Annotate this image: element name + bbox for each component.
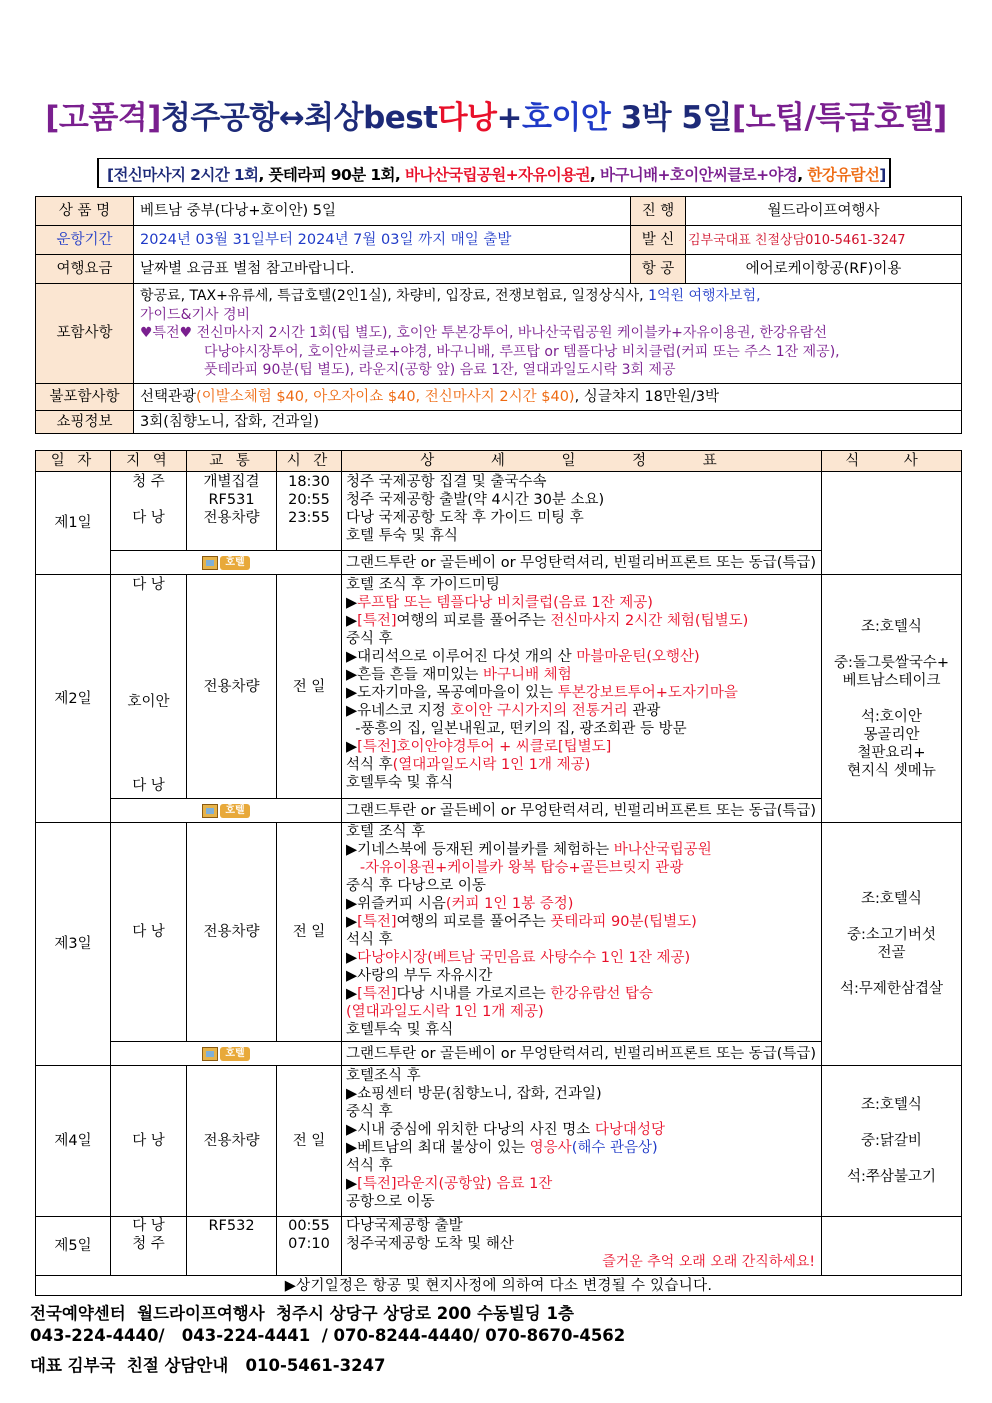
day4-meal-2: 중:닭갈비 xyxy=(861,1133,922,1149)
day3-coffee: ▶위즐커피 시음 xyxy=(346,896,446,912)
day3-detail xyxy=(342,823,822,1042)
day4-detail-2: ▶쇼핑센터 방문(침향노니, 잡화, 건과일) xyxy=(346,1086,602,1102)
special-line-1: 전신마사지 2시간 1회(팁 별도), 호이안 투본강투어, 바나산국립공원 케이블카+자유이용권, 한강유람선 xyxy=(192,325,827,342)
day4-detail-7 xyxy=(346,1175,817,1193)
day1-hotel-icon-cell xyxy=(111,551,342,575)
day2-meal-3: 베트남스테이크 xyxy=(842,672,941,689)
banner-massage: 전신마사지 2시간 1회 xyxy=(113,166,259,184)
day2-detail-11 xyxy=(346,756,817,774)
day2-detail-6 xyxy=(346,666,817,684)
day5-row xyxy=(36,1217,962,1276)
day1-detail xyxy=(342,472,822,551)
itinerary-header xyxy=(36,451,962,472)
day2-meal-1: 조:호텔식 xyxy=(861,618,922,635)
day4-detail-3: 중식 후 xyxy=(346,1104,393,1120)
product-value: 베트남 중부(다낭+호이안) 5일 xyxy=(134,197,631,226)
day5-region xyxy=(111,1217,187,1276)
itinerary-table xyxy=(35,450,962,1296)
day2-detail-8 xyxy=(346,702,817,720)
warning-row xyxy=(36,1276,962,1296)
day2-oldtown: 호이안 구시가지의 전통거리 xyxy=(450,703,628,719)
schedule-warning: ▶상기일정은 항공 및 현지사정에 의하여 다소 변경될 수 있습니다. xyxy=(36,1276,962,1296)
day1-time-1: 18:30 xyxy=(288,474,330,490)
day2-time: 전 일 xyxy=(277,575,342,799)
title-duration: 3박 5일 xyxy=(610,100,732,136)
day3-row xyxy=(36,823,962,1042)
day1-transport-3: 전용차량 xyxy=(203,510,260,526)
day1-row xyxy=(36,472,962,551)
day4-meal-1: 조:호텔식 xyxy=(861,1097,922,1113)
day2-detail-1: 호텔 조식 후 가이드미팅 xyxy=(346,577,500,593)
day3-detail-12: 호텔투숙 및 휴식 xyxy=(346,1022,454,1038)
day3-river-intro: 다낭 시내를 가로지르는 xyxy=(396,986,551,1002)
day1-detail-4: 호텔 투숙 및 휴식 xyxy=(346,528,458,544)
footer-address: 전국예약센터 월드라이프여행사 청주시 상당구 상당로 200 수동빌딩 1층 xyxy=(30,1304,574,1323)
day2-row xyxy=(36,575,962,799)
title-hoian: 호이안 xyxy=(521,100,611,136)
agency-value: 월드라이프여행사 xyxy=(686,197,962,226)
day1-label: 제1일 xyxy=(36,472,111,575)
day3-detail-2 xyxy=(346,841,817,859)
d7-bullet: ▶ xyxy=(346,1176,358,1192)
day4-label: 제4일 xyxy=(36,1066,111,1217)
fee-value: 날짜별 요금표 별첨 참고바랍니다. xyxy=(134,255,631,284)
hotel-icon xyxy=(200,1045,252,1063)
day3-cable-intro: ▶기네스북에 등재된 케이블카를 체험하는 xyxy=(346,842,614,858)
day3-time: 전 일 xyxy=(277,823,342,1042)
footer-phones: 043-224-4440/ 043-224-4441 / 070-8244-4440/ 070-8670-4562 xyxy=(30,1326,626,1345)
day3-detail-7: 석식 후 xyxy=(346,932,393,948)
depart-value: 김부국대표 친절상담010-5461-3247 xyxy=(686,226,962,255)
d8-bullet: ▶ xyxy=(346,950,358,966)
excluded-prefix: 선택관광 xyxy=(140,388,197,405)
day3-meal-3: 전골 xyxy=(877,945,906,961)
day2-region-1: 다 낭 xyxy=(132,577,165,593)
title-route: 청주공항↔최상best xyxy=(160,100,438,136)
hotel-icon-label: 호텔 xyxy=(220,1047,250,1061)
day5-label: 제5일 xyxy=(36,1217,111,1276)
day2-boat-intro: ▶도자기마을, 목공예마을이 있는 xyxy=(346,685,558,701)
day4-detail-1: 호텔조식 후 xyxy=(346,1068,421,1084)
footer-contact: 대표 김부국 친절 상담안내 010-5461-3247 xyxy=(30,1356,386,1375)
day3-meal xyxy=(822,823,962,1066)
title-plus: + xyxy=(496,100,522,136)
day3-transport: 전용차량 xyxy=(187,823,277,1042)
day1-detail-2: 청주 국제공항 출발(약 4시간 30분 소요) xyxy=(346,492,605,508)
day2-marble-note: (오행산) xyxy=(646,649,700,665)
d10b-bullet: ▶ xyxy=(346,986,358,1002)
day2-massage-note: (팁별도) xyxy=(694,613,749,629)
day5-detail xyxy=(342,1217,822,1276)
day3-meal-1: 조:호텔식 xyxy=(861,891,922,907)
day2-special-tag-2: [특전] xyxy=(357,739,397,755)
day1-transport-1: 개별집결 xyxy=(203,474,260,490)
col-transport: 교 통 xyxy=(187,451,277,472)
day4-detail-4 xyxy=(346,1121,817,1139)
day2-special-tag: [특전] xyxy=(357,613,397,629)
day1-region xyxy=(111,472,187,551)
excluded-label: 불포함사항 xyxy=(36,384,134,411)
day2-hotel: 그랜드투란 or 골든베이 or 무엉탄럭셔리, 빈펄리버프론트 또는 동급(특급) xyxy=(342,799,822,823)
day3-coffee-gift: (커피 1인 1봉 증정) xyxy=(445,896,574,912)
day3-special-tag-2: [특전] xyxy=(357,986,397,1002)
day5-time xyxy=(277,1217,342,1276)
day1-time-3: 23:55 xyxy=(288,510,330,526)
day4-temple-note: (해수 관음상) xyxy=(571,1140,658,1156)
day1-meal xyxy=(822,472,962,575)
day1-region-2: 다 낭 xyxy=(132,510,165,526)
day3-detail-5 xyxy=(346,895,817,913)
day3-bana: 바나산국립공원 xyxy=(613,842,712,858)
day4-temple: 영응사 xyxy=(529,1140,572,1156)
fee-label: 여행요금 xyxy=(36,255,134,284)
day3-detail-11: (열대과일도시락 1인 1개 제공) xyxy=(346,1004,544,1020)
day3-meal-4: 석:무제한삼겹살 xyxy=(840,981,943,997)
day2-meal-4: 석:호이안 xyxy=(861,708,922,725)
title-danang: 다낭 xyxy=(437,100,497,136)
hotel-icon xyxy=(200,802,252,820)
day4-row xyxy=(36,1066,962,1217)
day2-meal-6: 철판요리+ xyxy=(857,744,926,761)
day3-night-market: 다낭야시장 xyxy=(357,950,428,966)
banner-sep: , xyxy=(589,166,600,184)
day5-time-2: 07:10 xyxy=(288,1236,330,1252)
col-day: 일 자 xyxy=(36,451,111,472)
day3-foot: 풋테라피 90분 xyxy=(550,914,644,930)
banner-close: ] xyxy=(879,166,886,184)
day5-meal xyxy=(822,1217,962,1276)
day2-hotel-icon-cell xyxy=(111,799,342,823)
day3-detail-8 xyxy=(346,949,817,967)
banner-foot: , 풋테라피 90분 1회, xyxy=(258,166,405,184)
day2-marble-intro: ▶대리석으로 이루어진 다섯 개의 산 xyxy=(346,649,577,665)
day2-detail xyxy=(342,575,822,799)
farewell-note: 즐거운 추억 오래 오래 간직하세요! xyxy=(602,1254,815,1270)
day2-oldtown-suffix: 관광 xyxy=(627,703,661,719)
day4-detail-6: 석식 후 xyxy=(346,1158,393,1174)
day2-detail-2 xyxy=(346,594,817,612)
day3-detail-6 xyxy=(346,913,817,931)
day1-detail-3: 다낭 국제공항 도착 후 가이드 미팅 후 xyxy=(346,510,584,526)
title-type: [노팁/특급호텔] xyxy=(731,100,947,136)
col-meal: 식 사 xyxy=(822,451,962,472)
hotel-icon xyxy=(200,554,252,572)
banner-bana: 바나산국립공원+자유이용권 xyxy=(405,166,590,184)
banner-sep2: , xyxy=(797,166,808,184)
day2-rooftop: 루프탑 또는 템플다낭 비치클럽 xyxy=(357,595,554,611)
day4-cathedral-intro: ▶시내 중심에 위치한 다낭의 사진 명소 xyxy=(346,1122,595,1138)
day2-detail-5 xyxy=(346,648,817,666)
included-special-2: 다낭야시장투어, 호이안씨클로+야경, 바구니배, 루프탑 or 템플다낭 비치클럽(커피 또는 주스 1잔 제공), xyxy=(204,343,840,360)
included-basic: 항공료, TAX+유류세, 특급호텔(2인1실), 차량비, 입장료, 전쟁보험료, 일정상식사, xyxy=(140,288,649,305)
day2-meal xyxy=(822,575,962,823)
col-region: 지 역 xyxy=(111,451,187,472)
day2-meal-5: 몽골리안 xyxy=(863,726,920,743)
included-line-2: 가이드&기사 경비 xyxy=(140,306,251,323)
page-title xyxy=(0,92,992,137)
day1-transport xyxy=(187,472,277,551)
day2-detail-12: 호텔투숙 및 휴식 xyxy=(346,775,454,791)
day2-rooftop-note: (음료 1잔 제공) xyxy=(553,595,653,611)
hotel-icon-label: 호텔 xyxy=(220,556,250,570)
shopping-label: 쇼핑정보 xyxy=(36,411,134,434)
included-insurance: 1억원 여행자보험, xyxy=(648,288,761,305)
day2-region-2: 호이안 xyxy=(127,694,170,710)
day3-detail-10 xyxy=(346,985,817,1003)
day1-transport-2: RF531 xyxy=(208,492,255,508)
day4-time: 전 일 xyxy=(277,1066,342,1217)
day4-region: 다 낭 xyxy=(111,1066,187,1217)
day2-detail-7 xyxy=(346,684,817,702)
excluded-suffix: , 싱글챠지 18만원/3박 xyxy=(574,388,720,405)
day2-basket-intro: ▶흔들 흔들 재미있는 xyxy=(346,667,484,683)
product-info-table xyxy=(35,196,962,434)
product-label: 상 품 명 xyxy=(36,197,134,226)
day5-detail-2: 청주국제공항 도착 및 해산 xyxy=(346,1236,514,1252)
day2-transport: 전용차량 xyxy=(187,575,277,799)
day2-oldtown-intro: ▶유네스코 지정 xyxy=(346,703,451,719)
day3-river: 한강유람선 탑승 xyxy=(550,986,654,1002)
day3-night-market-note: (베트남 국민음료 사탕수수 1인 1잔 제공) xyxy=(427,950,691,966)
airline-value: 에어로케이항공(RF)이용 xyxy=(686,255,962,284)
day4-temple-intro: ▶베트남의 최대 불상이 있는 xyxy=(346,1140,530,1156)
airline-label: 항 공 xyxy=(631,255,686,284)
day2-basket: 바구니배 체험 xyxy=(483,667,572,683)
special-heart-label: ♥특전♥ xyxy=(140,325,193,342)
day4-detail xyxy=(342,1066,822,1217)
banner-river: 한강유람선 xyxy=(807,166,880,184)
highlights-banner xyxy=(97,158,891,188)
day4-transport: 전용차량 xyxy=(187,1066,277,1217)
excluded-options: (이발소체험 $40, 아오자이쇼 $40, 전신마사지 2시간 $40) xyxy=(196,388,575,405)
day2-detail-3 xyxy=(346,612,817,630)
day2-region-3: 다 낭 xyxy=(132,778,165,794)
day5-region-2: 청 주 xyxy=(132,1236,165,1252)
day3-meal-2: 중:소고기버섯 xyxy=(847,927,936,943)
day2-meal-7: 현지식 셋메뉴 xyxy=(847,762,936,779)
col-detail: 상 세 일 정 표 xyxy=(342,451,822,472)
hotel-icon-label: 호텔 xyxy=(220,804,250,818)
day5-region-1: 다 낭 xyxy=(132,1218,165,1234)
banner-open: [ xyxy=(107,166,114,184)
day3-region: 다 낭 xyxy=(111,823,187,1042)
day2-dinner: 석식 후 xyxy=(346,757,393,773)
shopping-value: 3회(침향노니, 잡화, 건과일) xyxy=(134,411,962,434)
day3-detail-4: 중식 후 다낭으로 이동 xyxy=(346,878,486,894)
day4-detail-8: 공항으로 이동 xyxy=(346,1194,435,1210)
day4-meal xyxy=(822,1066,962,1217)
day1-hotel: 그랜드투란 or 골든베이 or 무엉탄럭셔리, 빈펄리버프론트 또는 동급(특급) xyxy=(342,551,822,575)
period-label: 운항기간 xyxy=(36,226,134,255)
d10-bullet: ▶ xyxy=(346,739,358,755)
day1-detail-1: 청주 국제공항 집결 및 출국수속 xyxy=(346,474,547,490)
day2-label: 제2일 xyxy=(36,575,111,823)
day2-massage-intro: 여행의 피로를 풀어주는 xyxy=(396,613,551,629)
d2-bullet: ▶ xyxy=(346,595,358,611)
day4-meal-3: 석:쭈삼불고기 xyxy=(847,1169,936,1185)
day1-time-2: 20:55 xyxy=(288,492,330,508)
day3-foot-note: (팁별도) xyxy=(643,914,697,930)
d6-bullet: ▶ xyxy=(346,914,358,930)
day3-special-tag: [특전] xyxy=(357,914,397,930)
banner-basket: 바구니배+호이안씨클로+야경 xyxy=(599,166,798,184)
day2-detail-10 xyxy=(346,738,817,756)
excluded-value xyxy=(134,384,962,411)
day4-lounge: 라운지(공항앞) 음료 1잔 xyxy=(396,1176,553,1192)
day2-night-tour: 호이안야경투어 + 씨클로[팁별도] xyxy=(396,739,612,755)
day1-time xyxy=(277,472,342,551)
day3-hotel-icon-cell xyxy=(111,1042,342,1066)
included-special-3: 풋테라피 90분(팁 별도), 라운지(공항 앞) 음료 1잔, 열대과일도시락 3회 제공 xyxy=(204,362,676,379)
period-value: 2024년 03월 31일부터 2024년 7월 03일 까지 매일 출발 xyxy=(134,226,631,255)
day1-region-1: 청 주 xyxy=(132,474,165,490)
day5-transport: RF532 xyxy=(187,1217,277,1276)
included-line-1 xyxy=(140,287,955,306)
day2-fruit: (열대과일도시락 1인 1개 제공) xyxy=(392,757,591,773)
included-label: 포함사항 xyxy=(36,284,134,384)
day2-marble: 마블마운틴 xyxy=(576,649,647,665)
d3-bullet: ▶ xyxy=(346,613,358,629)
included-special-1 xyxy=(140,324,955,343)
day4-detail-5 xyxy=(346,1139,817,1157)
day3-foot-intro: 여행의 피로를 풀어주는 xyxy=(396,914,551,930)
day3-detail-9: ▶사랑의 부두 자유시간 xyxy=(346,968,493,984)
day3-detail-1: 호텔 조식 후 xyxy=(346,824,426,840)
day2-region xyxy=(111,575,187,799)
day3-detail-3: -자유이용권+케이블카 왕복 탑승+골든브릿지 관광 xyxy=(346,860,684,876)
col-time: 시 간 xyxy=(277,451,342,472)
day3-hotel: 그랜드투란 or 골든베이 or 무엉탄럭셔리, 빈펄리버프론트 또는 동급(특급) xyxy=(342,1042,822,1066)
depart-label: 발 신 xyxy=(631,226,686,255)
day3-label: 제3일 xyxy=(36,823,111,1066)
day4-cathedral: 다낭대성당 xyxy=(594,1122,665,1138)
day2-detail-4: 중식 후 xyxy=(346,631,393,647)
day4-special-tag: [특전] xyxy=(357,1176,397,1192)
title-premium: [고품격] xyxy=(45,100,161,136)
included-value xyxy=(134,284,962,384)
day2-detail-9: -풍흥의 집, 일본내원교, 떤키의 집, 광조회관 등 방문 xyxy=(346,721,687,737)
day5-time-1: 00:55 xyxy=(288,1218,330,1234)
agency-label: 진 행 xyxy=(631,197,686,226)
day2-massage: 전신마사지 2시간 체험 xyxy=(550,613,695,629)
day5-detail-1: 다낭국제공항 출발 xyxy=(346,1218,463,1234)
day2-meal-2: 중:돌그릇쌀국수+ xyxy=(833,654,950,671)
day2-boat: 투본강보트투어+도자기마을 xyxy=(557,685,738,701)
